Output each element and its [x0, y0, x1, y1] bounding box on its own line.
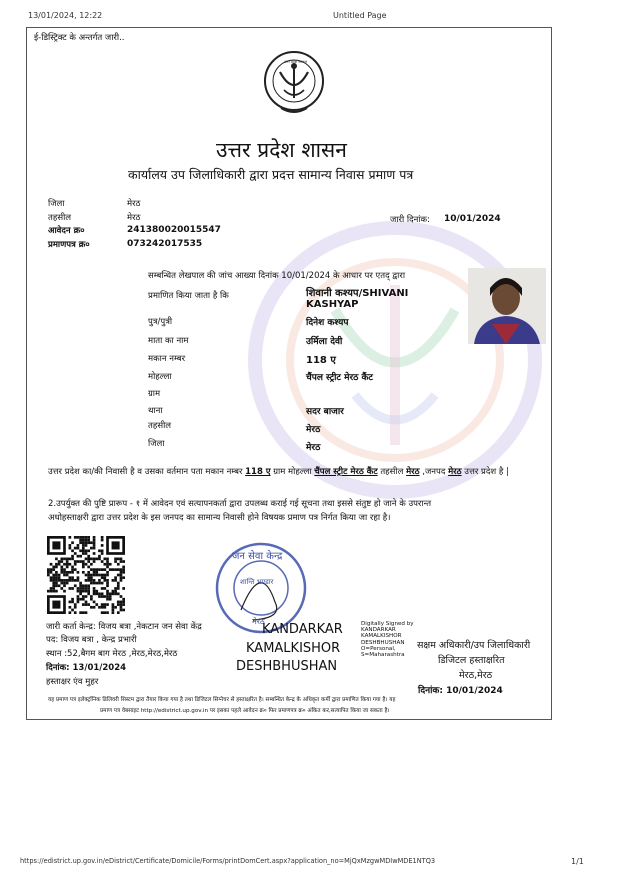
- residence-house: 118 ए: [245, 467, 271, 477]
- stamp-text-bottom: मेरठ: [252, 617, 265, 626]
- district-value: मेरठ: [127, 199, 141, 209]
- document-subtitle: कार्यालय उप जिलाधिकारी द्वारा प्रदत्त सामान्य निवास प्रमाण पत्र: [128, 167, 414, 182]
- residence-text-4: ,जनपद: [422, 467, 446, 477]
- field-label-tehsil: तहसील: [148, 421, 172, 431]
- csc-designation: पद: विजय बत्रा , केन्द्र प्रभारी: [46, 635, 137, 645]
- authority-date: दिनांक: 10/01/2024: [418, 686, 503, 696]
- verification-note-line1: 2.उपर्युक्त की पुष्टि प्रारूप - १ में आवेदन एवं सत्यापनकर्ता द्वारा उपलब्ध कराई गई सूचना तथा इससे संतुष्ट हो जाने के उपरान्त: [48, 499, 432, 509]
- csc-seal-label: हस्ताक्षर एंव मुहर: [46, 677, 99, 687]
- field-value-tehsil: मेरठ: [306, 425, 321, 435]
- application-value: 241380020015547: [127, 225, 221, 235]
- intro-line: सम्बन्धित लेखपाल की जांच आख्या दिनांक 10/01/2024 के आधार पर एतद् द्वारा: [148, 271, 406, 281]
- signer-name-line2: KAMALKISHOR: [246, 641, 341, 656]
- field-value-father: दिनेश कश्यप: [306, 318, 349, 328]
- csc-location: स्थान :52,बैगम बाग मेरठ ,मेरठ,मेरठ,मेरठ: [46, 649, 178, 659]
- field-label-village: ग्राम: [148, 389, 161, 399]
- field-label-police-station: थाना: [148, 406, 163, 416]
- print-page-number: 1/1: [571, 857, 584, 866]
- field-label-mother: माता का नाम: [148, 336, 189, 346]
- issue-date-value: 10/01/2024: [444, 214, 501, 224]
- residence-mohalla: चैंपल स्ट्रीट मेरठ कैंट: [314, 467, 378, 477]
- certificate-label: प्रमाणपत्र क्र०: [48, 240, 90, 250]
- stamp-text-mid: शान्ति भण्डार: [240, 578, 274, 586]
- field-value-mohalla: चैंपल स्ट्रीट मेरठ कैंट: [306, 373, 373, 383]
- authority-digital: डिजिटल हस्ताक्षरित: [438, 655, 505, 666]
- csc-date: दिनांक: 13/01/2024: [46, 663, 127, 673]
- field-value-name-cont: KASHYAP: [306, 299, 359, 310]
- print-page-title: Untitled Page: [333, 11, 387, 20]
- residence-text-2: ग्राम मोहल्ला: [273, 467, 312, 477]
- print-url: https://edistrict.up.gov.in/eDistrict/Certificate/Domicile/Forms/printDomCert.aspx?application_no=MjQxMzgwMDIwMDE1NTQ3: [20, 857, 436, 865]
- issue-date-label: जारी दिनांक:: [390, 215, 430, 225]
- authority-location: मेरठ,मेरठ: [459, 670, 493, 681]
- field-value-district: मेरठ: [306, 443, 321, 453]
- district-label: जिला: [48, 199, 65, 209]
- residence-tehsil: मेरठ: [406, 467, 420, 477]
- field-value-house: 118 ए: [306, 355, 336, 366]
- field-value-police-station: सदर बाजार: [306, 407, 344, 417]
- field-label-father: पुत्र/पुत्री: [148, 317, 173, 327]
- authority-title: सक्षम अधिकारी/उप जिलाधिकारी: [417, 640, 531, 651]
- signer-name-line1: KANDARKAR: [262, 622, 343, 637]
- application-label: आवेदन क्र०: [48, 226, 85, 236]
- certificate-value: 073242017535: [127, 239, 203, 249]
- up-government-seal-icon: [263, 48, 325, 118]
- field-label-house: मकान नम्बर: [148, 354, 186, 364]
- residence-text-1: उत्तर प्रदेश का/की निवासी है व उसका वर्तमान पता मकान नम्बर: [48, 467, 243, 477]
- csc-issuer: जारी कर्ता केन्द्र: विजय बत्रा ,नेकटान जन सेवा केंद्र: [46, 622, 202, 632]
- digital-sig-line: KAMALKISHOR: [361, 633, 402, 640]
- digital-sig-line: S=Maharashtra: [361, 652, 405, 659]
- residence-text-3: तहसील: [380, 467, 404, 477]
- watermark-emblem-icon: [240, 215, 550, 505]
- tehsil-label: तहसील: [48, 213, 72, 223]
- applicant-photo: [468, 268, 546, 344]
- field-label-district: जिला: [148, 439, 165, 449]
- field-value-mother: उर्मिला देवी: [306, 337, 343, 347]
- top-note: ई-डिस्ट्रिक्ट के अन्तर्गत जारी..: [34, 33, 125, 43]
- qr-code: [47, 536, 125, 614]
- digital-sig-line: Digitally Signed by: [361, 621, 414, 627]
- residence-text-5: उत्तर प्रदेश है |: [464, 467, 509, 477]
- digital-sig-line: O=Personal,: [361, 645, 396, 652]
- signer-name-line3: DESHBHUSHAN: [236, 659, 338, 674]
- footer-note-line2: प्रमाण पत्र वेबसाइट http://edistrict.up.gov.in पर इसका पहले आवेदन क्र० फिर प्रमाणपत्र क्र० अंकित कर,सत्यापित किया जा सकता है।: [100, 708, 390, 714]
- document-title: उत्तर प्रदेश शासन: [216, 138, 347, 162]
- field-label-certified: प्रमाणित किया जाता है कि: [148, 291, 229, 301]
- verification-note-line2: अधोहस्ताक्षरी द्वारा उत्तर प्रदेश के इस जनपद का सामान्य निवासी होने विषयक प्रमाण पत्र निर्गत किया जा रहा है।: [48, 513, 391, 523]
- field-label-mohalla: मोहल्ला: [148, 372, 172, 382]
- print-datetime: 13/01/2024, 12:22: [28, 11, 103, 20]
- digital-sig-line: KANDARKAR: [361, 627, 396, 634]
- residence-district: मेरठ: [448, 467, 462, 477]
- digital-signature-block: [361, 621, 414, 658]
- digital-sig-line: DESHBHUSHAN: [361, 639, 405, 646]
- stamp-text-top: जन सेवा केन्द्र: [232, 551, 283, 562]
- seal-text: उत्तर प्रदेश सरकार: [284, 60, 308, 64]
- field-value-name: शिवानी कश्यप/SHIVANI: [306, 288, 409, 299]
- residence-paragraph: [48, 466, 544, 479]
- tehsil-value: मेरठ: [127, 213, 141, 223]
- footer-note-line1: यह प्रमाण पत्र इलेक्ट्रॉनिक डिलिवरी सिस्टम द्वारा तैयार किया गया है तथा डिजिटल सिग्नेचर से हस्ताक्षरित है। सम्बन्धित केन्द्र के अधिकृत कर्मी द्वारा प्रमाणित किया गया है। यह: [48, 697, 396, 703]
